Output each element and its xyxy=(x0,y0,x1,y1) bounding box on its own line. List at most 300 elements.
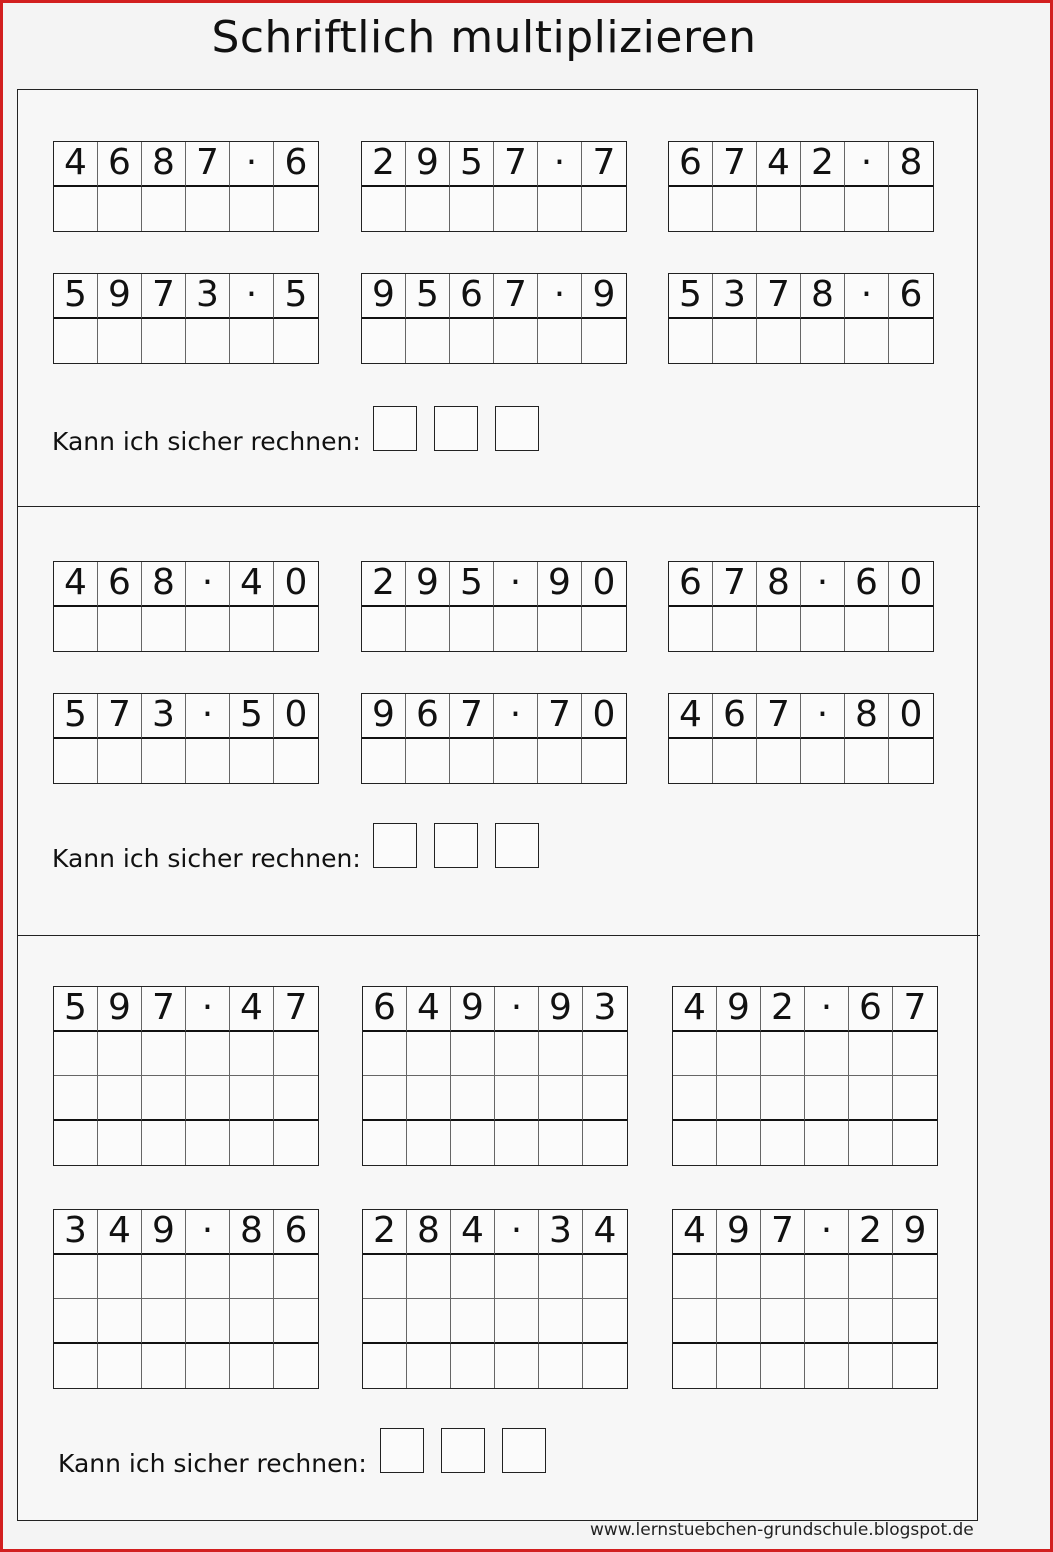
answer-cell[interactable] xyxy=(494,607,538,652)
digit-cell: 7 xyxy=(757,274,801,319)
answer-cell[interactable] xyxy=(363,1121,407,1166)
answer-cell[interactable] xyxy=(673,1076,717,1121)
digit-cell: · xyxy=(230,142,274,187)
answer-cell[interactable] xyxy=(406,187,450,232)
digit-cell: 9 xyxy=(539,987,583,1032)
digit-cell: · xyxy=(186,562,230,607)
answer-cell[interactable] xyxy=(582,739,626,784)
digit-cell: 9 xyxy=(362,274,406,319)
digit-cell: 8 xyxy=(142,562,186,607)
answer-cell[interactable] xyxy=(889,607,933,652)
answer-cell[interactable] xyxy=(98,1121,142,1166)
digit-cell: 3 xyxy=(54,1210,98,1255)
answer-cell[interactable] xyxy=(142,1344,186,1389)
answer-cell[interactable] xyxy=(495,1076,539,1121)
answer-cell[interactable] xyxy=(54,1255,98,1300)
check-box[interactable] xyxy=(373,823,417,868)
answer-cell[interactable] xyxy=(230,1121,274,1166)
answer-cell[interactable] xyxy=(230,1032,274,1077)
digit-cell: 7 xyxy=(186,142,230,187)
answer-cell[interactable] xyxy=(583,1076,627,1121)
answer-cell[interactable] xyxy=(717,1255,761,1300)
answer-cell[interactable] xyxy=(761,1344,805,1389)
answer-cell[interactable] xyxy=(54,1032,98,1077)
answer-cell[interactable] xyxy=(142,1032,186,1077)
answer-cell[interactable] xyxy=(54,1299,98,1344)
answer-cell[interactable] xyxy=(230,607,274,652)
answer-cell[interactable] xyxy=(889,319,933,364)
answer-cell[interactable] xyxy=(98,739,142,784)
answer-cell[interactable] xyxy=(494,739,538,784)
digit-cell: 7 xyxy=(757,694,801,739)
answer-cell[interactable] xyxy=(230,319,274,364)
digit-cell: · xyxy=(494,562,538,607)
answer-cell[interactable] xyxy=(849,1344,893,1389)
answer-cell[interactable] xyxy=(495,1299,539,1344)
digit-cell: 7 xyxy=(274,987,318,1032)
answer-cell[interactable] xyxy=(363,1032,407,1077)
answer-cell[interactable] xyxy=(274,1255,318,1300)
digit-cell: 3 xyxy=(583,987,627,1032)
check-box[interactable] xyxy=(495,823,539,868)
answer-cell[interactable] xyxy=(274,1121,318,1166)
answer-cell[interactable] xyxy=(538,187,582,232)
answer-cell[interactable] xyxy=(98,1255,142,1300)
answer-cell[interactable] xyxy=(230,1299,274,1344)
problem-grid xyxy=(53,986,319,1166)
check-label: Kann ich sicher rechnen: xyxy=(52,844,361,873)
check-box[interactable] xyxy=(495,406,539,451)
digit-cell: · xyxy=(538,142,582,187)
answer-cell[interactable] xyxy=(717,1076,761,1121)
answer-cell[interactable] xyxy=(805,1255,849,1300)
answer-cell[interactable] xyxy=(186,1032,230,1077)
answer-cell[interactable] xyxy=(142,319,186,364)
answer-cell[interactable] xyxy=(539,1032,583,1077)
answer-cell[interactable] xyxy=(761,1299,805,1344)
digit-cell: 7 xyxy=(713,562,757,607)
answer-cell[interactable] xyxy=(849,1255,893,1300)
answer-cell[interactable] xyxy=(757,739,801,784)
answer-cell[interactable] xyxy=(98,1032,142,1077)
answer-cell[interactable] xyxy=(54,1344,98,1389)
problem-grid xyxy=(53,561,319,652)
answer-cell[interactable] xyxy=(451,1032,495,1077)
answer-cell[interactable] xyxy=(450,187,494,232)
digit-cell: 8 xyxy=(757,562,801,607)
digit-cell: · xyxy=(801,562,845,607)
answer-cell[interactable] xyxy=(451,1076,495,1121)
digit-cell: 9 xyxy=(362,694,406,739)
digit-cell: 9 xyxy=(717,1210,761,1255)
answer-cell[interactable] xyxy=(583,1255,627,1300)
answer-cell[interactable] xyxy=(849,1032,893,1077)
answer-cell[interactable] xyxy=(406,319,450,364)
digit-cell: 9 xyxy=(98,987,142,1032)
answer-cell[interactable] xyxy=(761,1255,805,1300)
digit-cell: 5 xyxy=(450,562,494,607)
digit-cell: 4 xyxy=(583,1210,627,1255)
digit-cell: 6 xyxy=(669,562,713,607)
digit-cell: 2 xyxy=(761,987,805,1032)
digit-cell: 9 xyxy=(406,562,450,607)
problem-grid xyxy=(362,1209,628,1389)
answer-cell[interactable] xyxy=(274,607,318,652)
answer-cell[interactable] xyxy=(142,607,186,652)
answer-cell[interactable] xyxy=(450,739,494,784)
answer-cell[interactable] xyxy=(583,1032,627,1077)
digit-cell: 7 xyxy=(761,1210,805,1255)
answer-cell[interactable] xyxy=(673,1299,717,1344)
answer-cell[interactable] xyxy=(494,319,538,364)
digit-cell: 4 xyxy=(54,562,98,607)
digit-cell: 7 xyxy=(98,694,142,739)
answer-cell[interactable] xyxy=(538,607,582,652)
digit-cell: 3 xyxy=(186,274,230,319)
answer-cell[interactable] xyxy=(717,1121,761,1166)
answer-cell[interactable] xyxy=(893,1299,937,1344)
digit-cell: · xyxy=(845,274,889,319)
digit-cell: 8 xyxy=(142,142,186,187)
digit-cell: 2 xyxy=(849,1210,893,1255)
answer-cell[interactable] xyxy=(186,739,230,784)
problem-grid xyxy=(53,1209,319,1389)
answer-cell[interactable] xyxy=(407,1299,451,1344)
answer-cell[interactable] xyxy=(583,1344,627,1389)
answer-cell[interactable] xyxy=(805,1121,849,1166)
digit-cell: 4 xyxy=(230,562,274,607)
answer-cell[interactable] xyxy=(230,1255,274,1300)
answer-cell[interactable] xyxy=(757,187,801,232)
answer-cell[interactable] xyxy=(186,1121,230,1166)
answer-cell[interactable] xyxy=(538,319,582,364)
answer-cell[interactable] xyxy=(583,1299,627,1344)
answer-cell[interactable] xyxy=(713,607,757,652)
answer-cell[interactable] xyxy=(451,1121,495,1166)
answer-cell[interactable] xyxy=(845,739,889,784)
digit-cell: 2 xyxy=(362,142,406,187)
problem-grid xyxy=(361,273,627,364)
digit-cell: 9 xyxy=(893,1210,937,1255)
digit-cell: 9 xyxy=(717,987,761,1032)
digit-cell: 7 xyxy=(713,142,757,187)
digit-cell: · xyxy=(186,694,230,739)
digit-cell: 8 xyxy=(889,142,933,187)
digit-cell: 6 xyxy=(406,694,450,739)
answer-cell[interactable] xyxy=(801,187,845,232)
answer-cell[interactable] xyxy=(230,187,274,232)
answer-cell[interactable] xyxy=(669,607,713,652)
answer-cell[interactable] xyxy=(495,1255,539,1300)
answer-cell[interactable] xyxy=(539,1344,583,1389)
digit-cell: 9 xyxy=(538,562,582,607)
answer-cell[interactable] xyxy=(98,607,142,652)
answer-cell[interactable] xyxy=(669,187,713,232)
answer-cell[interactable] xyxy=(362,739,406,784)
self-check-boxes xyxy=(373,823,539,868)
answer-cell[interactable] xyxy=(98,1076,142,1121)
answer-cell[interactable] xyxy=(54,739,98,784)
digit-cell: 7 xyxy=(893,987,937,1032)
problem-grid xyxy=(53,141,319,232)
answer-cell[interactable] xyxy=(801,319,845,364)
answer-cell[interactable] xyxy=(274,187,318,232)
digit-cell: 4 xyxy=(669,694,713,739)
answer-cell[interactable] xyxy=(713,319,757,364)
answer-cell[interactable] xyxy=(845,319,889,364)
digit-cell: 9 xyxy=(406,142,450,187)
answer-cell[interactable] xyxy=(539,1076,583,1121)
answer-cell[interactable] xyxy=(186,187,230,232)
answer-cell[interactable] xyxy=(98,1344,142,1389)
digit-cell: · xyxy=(805,987,849,1032)
digit-cell: 6 xyxy=(889,274,933,319)
answer-cell[interactable] xyxy=(849,1076,893,1121)
digit-cell: 6 xyxy=(849,987,893,1032)
answer-cell[interactable] xyxy=(889,187,933,232)
answer-cell[interactable] xyxy=(407,1255,451,1300)
digit-cell: 4 xyxy=(98,1210,142,1255)
answer-cell[interactable] xyxy=(230,1076,274,1121)
digit-cell: 9 xyxy=(142,1210,186,1255)
answer-cell[interactable] xyxy=(363,1076,407,1121)
digit-cell: 6 xyxy=(98,562,142,607)
problem-grid xyxy=(53,273,319,364)
digit-cell: 3 xyxy=(713,274,757,319)
answer-cell[interactable] xyxy=(406,607,450,652)
digit-cell: 0 xyxy=(889,562,933,607)
digit-cell: 4 xyxy=(673,987,717,1032)
answer-cell[interactable] xyxy=(757,319,801,364)
check-box[interactable] xyxy=(502,1428,546,1473)
answer-cell[interactable] xyxy=(98,319,142,364)
answer-cell[interactable] xyxy=(717,1299,761,1344)
answer-cell[interactable] xyxy=(98,187,142,232)
answer-cell[interactable] xyxy=(450,607,494,652)
check-box[interactable] xyxy=(441,1428,485,1473)
answer-cell[interactable] xyxy=(849,1299,893,1344)
answer-cell[interactable] xyxy=(54,319,98,364)
digit-cell: 2 xyxy=(363,1210,407,1255)
answer-cell[interactable] xyxy=(495,1121,539,1166)
answer-cell[interactable] xyxy=(142,739,186,784)
answer-cell[interactable] xyxy=(805,1076,849,1121)
digit-cell: 6 xyxy=(450,274,494,319)
digit-cell: · xyxy=(801,694,845,739)
digit-cell: 3 xyxy=(539,1210,583,1255)
digit-cell: 0 xyxy=(582,694,626,739)
answer-cell[interactable] xyxy=(669,319,713,364)
check-label: Kann ich sicher rechnen: xyxy=(52,427,361,456)
answer-cell[interactable] xyxy=(582,187,626,232)
answer-cell[interactable] xyxy=(186,1299,230,1344)
answer-cell[interactable] xyxy=(805,1032,849,1077)
answer-cell[interactable] xyxy=(539,1299,583,1344)
answer-cell[interactable] xyxy=(142,1076,186,1121)
answer-cell[interactable] xyxy=(582,607,626,652)
answer-cell[interactable] xyxy=(757,607,801,652)
digit-cell: 6 xyxy=(274,1210,318,1255)
digit-cell: 4 xyxy=(230,987,274,1032)
problem-grid xyxy=(362,986,628,1166)
answer-cell[interactable] xyxy=(450,319,494,364)
answer-cell[interactable] xyxy=(274,739,318,784)
digit-cell: 3 xyxy=(142,694,186,739)
answer-cell[interactable] xyxy=(142,187,186,232)
answer-cell[interactable] xyxy=(451,1344,495,1389)
problem-grid xyxy=(668,273,934,364)
answer-cell[interactable] xyxy=(142,1255,186,1300)
answer-cell[interactable] xyxy=(407,1032,451,1077)
answer-cell[interactable] xyxy=(98,1299,142,1344)
answer-cell[interactable] xyxy=(801,739,845,784)
answer-cell[interactable] xyxy=(407,1076,451,1121)
answer-cell[interactable] xyxy=(363,1255,407,1300)
problem-grid xyxy=(672,986,938,1166)
digit-cell: 4 xyxy=(407,987,451,1032)
answer-cell[interactable] xyxy=(274,1344,318,1389)
digit-cell: 0 xyxy=(889,694,933,739)
digit-cell: 7 xyxy=(142,987,186,1032)
digit-cell: 7 xyxy=(582,142,626,187)
problem-grid xyxy=(361,141,627,232)
section-divider xyxy=(17,935,980,936)
answer-cell[interactable] xyxy=(893,1076,937,1121)
footer-url: www.lernstuebchen-grundschule.blogspot.de xyxy=(590,1520,974,1540)
digit-cell: 8 xyxy=(801,274,845,319)
digit-cell: 6 xyxy=(274,142,318,187)
digit-cell: · xyxy=(494,694,538,739)
self-check-boxes xyxy=(373,406,539,451)
digit-cell: 4 xyxy=(673,1210,717,1255)
digit-cell: 5 xyxy=(54,987,98,1032)
digit-cell: 8 xyxy=(845,694,889,739)
answer-cell[interactable] xyxy=(583,1121,627,1166)
answer-cell[interactable] xyxy=(274,1032,318,1077)
answer-cell[interactable] xyxy=(494,187,538,232)
answer-cell[interactable] xyxy=(845,187,889,232)
digit-cell: 0 xyxy=(274,694,318,739)
answer-cell[interactable] xyxy=(186,1255,230,1300)
digit-cell: · xyxy=(495,987,539,1032)
answer-cell[interactable] xyxy=(495,1032,539,1077)
digit-cell: · xyxy=(495,1210,539,1255)
problem-grid xyxy=(361,693,627,784)
answer-cell[interactable] xyxy=(495,1344,539,1389)
answer-cell[interactable] xyxy=(274,319,318,364)
digit-cell: 4 xyxy=(757,142,801,187)
answer-cell[interactable] xyxy=(713,187,757,232)
answer-cell[interactable] xyxy=(849,1121,893,1166)
digit-cell: 5 xyxy=(230,694,274,739)
answer-cell[interactable] xyxy=(761,1121,805,1166)
answer-cell[interactable] xyxy=(717,1344,761,1389)
answer-cell[interactable] xyxy=(54,607,98,652)
answer-cell[interactable] xyxy=(362,319,406,364)
check-box[interactable] xyxy=(434,823,478,868)
answer-cell[interactable] xyxy=(673,1255,717,1300)
answer-cell[interactable] xyxy=(669,739,713,784)
answer-cell[interactable] xyxy=(801,607,845,652)
check-label: Kann ich sicher rechnen: xyxy=(58,1449,367,1478)
answer-cell[interactable] xyxy=(673,1121,717,1166)
answer-cell[interactable] xyxy=(713,739,757,784)
answer-cell[interactable] xyxy=(54,1121,98,1166)
check-box[interactable] xyxy=(373,406,417,451)
digit-cell: 9 xyxy=(582,274,626,319)
digit-cell: 6 xyxy=(669,142,713,187)
answer-cell[interactable] xyxy=(362,607,406,652)
answer-cell[interactable] xyxy=(539,1121,583,1166)
digit-cell: 6 xyxy=(845,562,889,607)
problem-grid xyxy=(361,561,627,652)
answer-cell[interactable] xyxy=(186,607,230,652)
answer-cell[interactable] xyxy=(274,1299,318,1344)
answer-cell[interactable] xyxy=(451,1299,495,1344)
answer-cell[interactable] xyxy=(893,1344,937,1389)
problem-grid xyxy=(53,693,319,784)
digit-cell: 5 xyxy=(406,274,450,319)
digit-cell: 5 xyxy=(450,142,494,187)
answer-cell[interactable] xyxy=(673,1344,717,1389)
problem-grid xyxy=(672,1209,938,1389)
answer-cell[interactable] xyxy=(142,1121,186,1166)
answer-cell[interactable] xyxy=(406,739,450,784)
answer-cell[interactable] xyxy=(142,1299,186,1344)
answer-cell[interactable] xyxy=(230,1344,274,1389)
answer-cell[interactable] xyxy=(186,1344,230,1389)
answer-cell[interactable] xyxy=(54,1076,98,1121)
answer-cell[interactable] xyxy=(805,1299,849,1344)
answer-cell[interactable] xyxy=(893,1032,937,1077)
section-divider xyxy=(17,506,980,507)
answer-cell[interactable] xyxy=(363,1344,407,1389)
answer-cell[interactable] xyxy=(539,1255,583,1300)
digit-cell: 7 xyxy=(450,694,494,739)
answer-cell[interactable] xyxy=(186,319,230,364)
answer-cell[interactable] xyxy=(451,1255,495,1300)
answer-cell[interactable] xyxy=(538,739,582,784)
check-box[interactable] xyxy=(434,406,478,451)
answer-cell[interactable] xyxy=(717,1032,761,1077)
check-box[interactable] xyxy=(380,1428,424,1473)
answer-cell[interactable] xyxy=(186,1076,230,1121)
answer-cell[interactable] xyxy=(363,1299,407,1344)
answer-cell[interactable] xyxy=(407,1121,451,1166)
answer-cell[interactable] xyxy=(274,1076,318,1121)
problem-grid xyxy=(668,561,934,652)
answer-cell[interactable] xyxy=(54,187,98,232)
answer-cell[interactable] xyxy=(407,1344,451,1389)
answer-cell[interactable] xyxy=(582,319,626,364)
answer-cell[interactable] xyxy=(845,607,889,652)
digit-cell: 7 xyxy=(494,142,538,187)
digit-cell: 5 xyxy=(274,274,318,319)
digit-cell: 4 xyxy=(54,142,98,187)
answer-cell[interactable] xyxy=(761,1032,805,1077)
answer-cell[interactable] xyxy=(893,1121,937,1166)
answer-cell[interactable] xyxy=(805,1344,849,1389)
digit-cell: 4 xyxy=(451,1210,495,1255)
digit-cell: 0 xyxy=(274,562,318,607)
answer-cell[interactable] xyxy=(362,187,406,232)
answer-cell[interactable] xyxy=(761,1076,805,1121)
answer-cell[interactable] xyxy=(230,739,274,784)
answer-cell[interactable] xyxy=(893,1255,937,1300)
digit-cell: 0 xyxy=(582,562,626,607)
answer-cell[interactable] xyxy=(889,739,933,784)
answer-cell[interactable] xyxy=(673,1032,717,1077)
